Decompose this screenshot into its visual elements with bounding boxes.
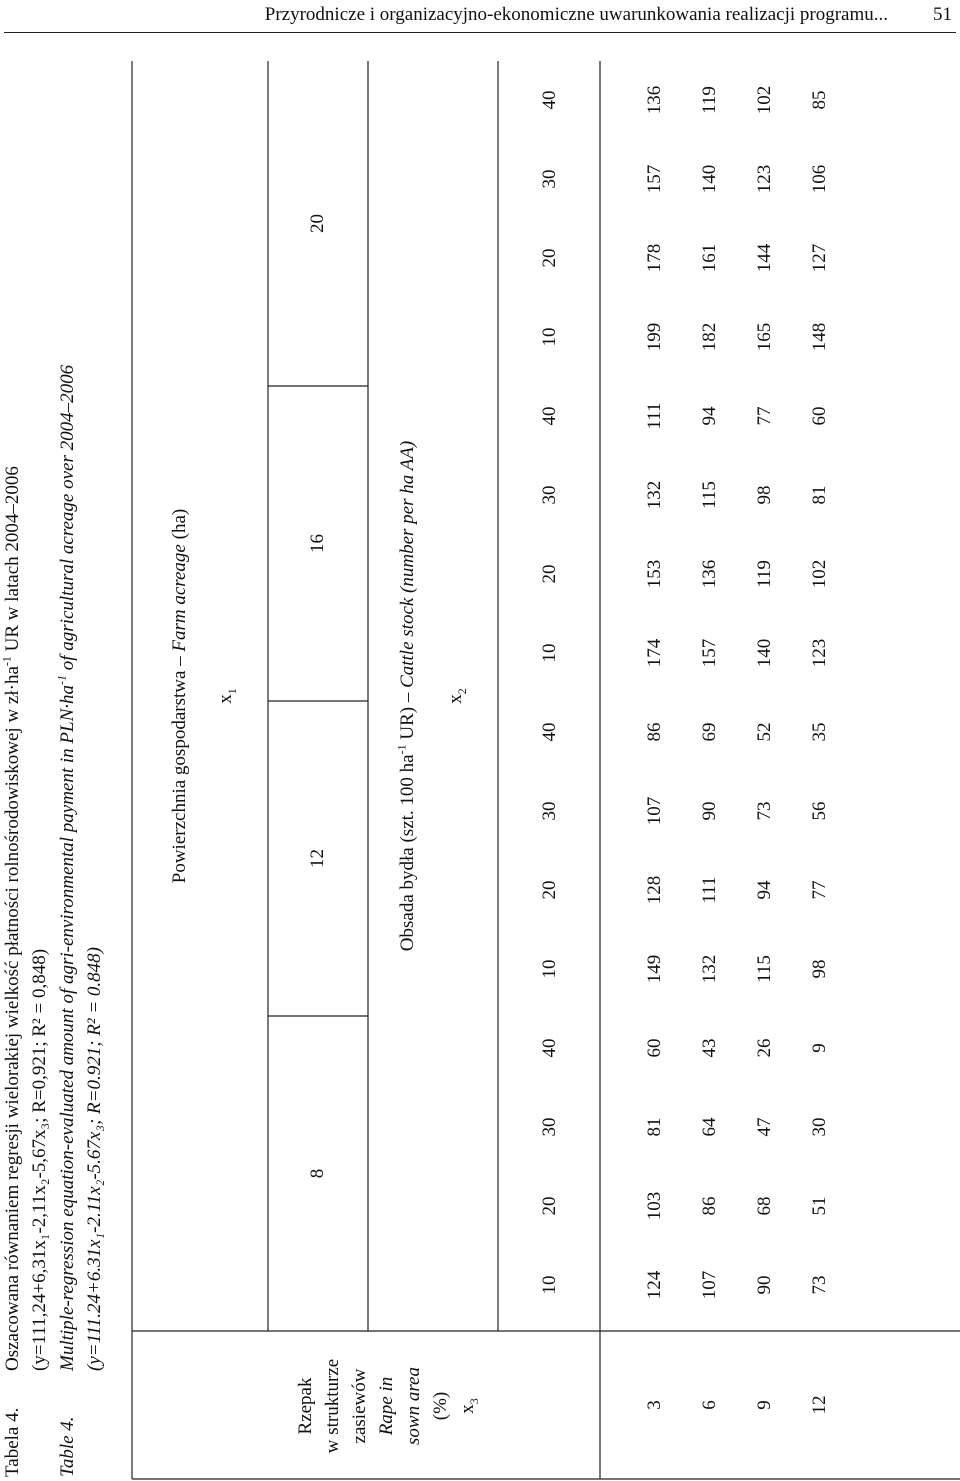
stub-header: Rzepak w strukturze zasiewów Rape in sown area (%) $x_3$ <box>295 1358 481 1454</box>
rape-share-value: 12 <box>809 1395 830 1415</box>
table-cell: 26 <box>754 1038 775 1058</box>
table-cell: 127 <box>809 243 830 273</box>
table-cell: 107 <box>644 796 665 826</box>
rape-share-value: 9 <box>754 1400 775 1410</box>
table-cell: 157 <box>644 164 665 194</box>
table-cell: 30 <box>809 1117 830 1137</box>
table-cell: 149 <box>644 954 665 984</box>
table-cell: 102 <box>809 559 830 589</box>
table-cell: 35 <box>809 722 830 742</box>
cattle-value: 20 <box>539 1196 560 1216</box>
table-cell: 60 <box>809 406 830 426</box>
caption-pl-equation: (y=111,24+6,31x₁-2,11x₂-5,67x₃; R=0,921; R² = 0,848) <box>29 948 50 1371</box>
table-cell: 178 <box>644 243 665 273</box>
caption-en-title: Multiple-regression equation-evaluated amount of agri-environmental payment in $PLN\cdot ha^{-1}$ of agricultural acreage over 2004–2006 <box>54 364 78 1371</box>
table-cell: 98 <box>754 485 775 505</box>
table-cell: 174 <box>644 638 665 668</box>
table-cell: 115 <box>699 481 720 509</box>
cattle-value: 10 <box>539 959 560 979</box>
table-cell: 123 <box>754 164 775 194</box>
caption-en-label: Table 4. <box>57 1416 78 1477</box>
table-cell: 199 <box>644 322 665 352</box>
table-cell: 51 <box>809 1196 830 1216</box>
table-cell: 9 <box>809 1043 830 1053</box>
table-cell: 119 <box>754 560 775 588</box>
table-cell: 103 <box>644 1191 665 1221</box>
table-cell: 81 <box>644 1117 665 1137</box>
cattle-value: 40 <box>539 406 560 426</box>
table-cell: 124 <box>644 1270 665 1300</box>
table-cell: 94 <box>699 406 720 426</box>
rotated-table-page <box>0 61 960 1481</box>
table-cell: 148 <box>809 322 830 352</box>
farm-acreage-variable: $x_1$ <box>215 688 239 704</box>
table-cell: 161 <box>699 243 720 273</box>
table-cell: 123 <box>809 638 830 668</box>
cattle-value: 30 <box>539 169 560 189</box>
table-cell: 86 <box>644 722 665 742</box>
cattle-value: 10 <box>539 643 560 663</box>
table-cell: 60 <box>644 1038 665 1058</box>
page-number: 51 <box>933 4 952 25</box>
table-cell: 115 <box>754 955 775 983</box>
table-cell: 144 <box>754 243 775 273</box>
table-cell: 98 <box>809 959 830 979</box>
table-cell: 132 <box>644 480 665 510</box>
header-rule <box>4 32 956 33</box>
cattle-value: 40 <box>539 1038 560 1058</box>
table-cell: 106 <box>809 164 830 194</box>
cattle-value: 20 <box>539 880 560 900</box>
table-cell: 140 <box>699 164 720 194</box>
table-cell: 77 <box>754 406 775 426</box>
caption-en-equation: (y=111.24+6.31x₁-2.11x₂-5.67x₃; R=0.921; R² = 0.848) <box>84 947 105 1371</box>
cattle-value: 30 <box>539 801 560 821</box>
table-cell: 85 <box>809 90 830 110</box>
table-cell: 81 <box>809 485 830 505</box>
cattle-value: 20 <box>539 564 560 584</box>
table-cell: 140 <box>754 638 775 668</box>
table-cell: 56 <box>809 801 830 821</box>
table-cell: 47 <box>754 1117 775 1137</box>
table-cell: 132 <box>699 954 720 984</box>
table-cell: 90 <box>754 1275 775 1295</box>
table-cell: 136 <box>644 85 665 115</box>
cattle-value: 10 <box>539 327 560 347</box>
table-cell: 128 <box>644 875 665 905</box>
table-cell: 182 <box>699 322 720 352</box>
table-cell: 94 <box>754 880 775 900</box>
table-cell: 111 <box>699 876 720 904</box>
farm-group-label: 20 <box>307 214 328 233</box>
table-cell: 73 <box>809 1275 830 1295</box>
table-cell: 73 <box>754 801 775 821</box>
table-cell: 102 <box>754 85 775 115</box>
cattle-value: 40 <box>539 722 560 742</box>
running-header-title: Przyrodnicze i organizacyjno-ekonomiczne uwarunkowania realizacji programu... <box>264 4 888 25</box>
table-cell: 68 <box>754 1196 775 1216</box>
table-cell: 64 <box>699 1117 720 1137</box>
table-cell: 107 <box>699 1270 720 1300</box>
rape-share-value: 3 <box>644 1400 665 1410</box>
running-header <box>0 0 960 34</box>
table-cell: 90 <box>699 801 720 821</box>
table-cell: 165 <box>754 322 775 352</box>
table-cell: 86 <box>699 1196 720 1216</box>
farm-group-label: 8 <box>307 1168 328 1179</box>
cattle-value: 40 <box>539 90 560 110</box>
table-cell: 157 <box>699 638 720 668</box>
rape-share-value: 6 <box>699 1400 720 1410</box>
cattle-value: 30 <box>539 485 560 505</box>
caption-pl-title: Oszacowana równaniem regresji wielorakiej wielkość płatności rolnośrodowiskowej w $zł\cdot ha^{-1}$ UR w latach 2004–2006 <box>0 466 23 1371</box>
cattle-value: 10 <box>539 1275 560 1295</box>
table-cell: 43 <box>699 1038 720 1058</box>
cattle-value: 20 <box>539 248 560 268</box>
farm-group-label: 12 <box>307 849 328 868</box>
table-cell: 52 <box>754 722 775 742</box>
farm-acreage-header: Powierzchnia gospodarstwa – Farm acreage (ha) <box>169 508 190 884</box>
table-cell: 111 <box>644 402 665 430</box>
cattle-stock-variable: $x_2$ <box>445 688 469 704</box>
table-cell: 69 <box>699 722 720 742</box>
cattle-value: 30 <box>539 1117 560 1137</box>
caption-pl-label: Tabela 4. <box>2 1407 23 1477</box>
table-cell: 119 <box>699 86 720 114</box>
table-cell: 153 <box>644 559 665 589</box>
table-cell: 136 <box>699 559 720 589</box>
farm-group-label: 16 <box>307 534 328 553</box>
cattle-stock-header: Obsada bydła (szt. 100 $ha^{-1}$ UR) – Cattle stock (number per ha AA) <box>394 440 418 952</box>
table-cell: 77 <box>809 880 830 900</box>
